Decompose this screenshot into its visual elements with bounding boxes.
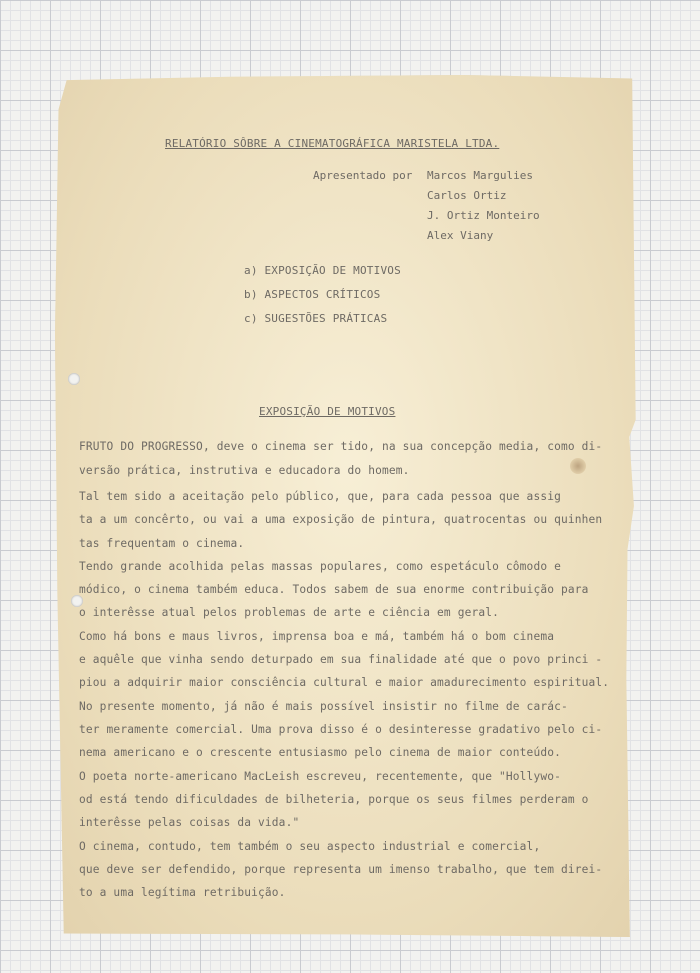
body-line: ta a um concêrto, ou vai a uma exposição de pintura, quatrocentas ou quinhen: [79, 513, 603, 526]
section-item: a) EXPOSIÇÃO DE MOTIVOS: [244, 264, 401, 277]
body-line: o interêsse atual pelos problemas de arte e ciência em geral.: [79, 606, 500, 619]
body-line: piou a adquirir maior consciência cultural e maior amadurecimento espiritual.: [79, 676, 610, 689]
section-item: c) SUGESTÕES PRÁTICAS: [244, 312, 388, 325]
body-line: od está tendo dificuldades de bilheteria, porque os seus filmes perderam o: [79, 793, 589, 806]
body-line: Tendo grande acolhida pelas massas populares, como espetáculo cômodo e: [79, 560, 561, 573]
body-line: versão prática, instrutiva e educadora do homem.: [79, 464, 410, 477]
body-line: Tal tem sido a aceitação pelo público, que, para cada pessoa que assig: [79, 490, 561, 503]
punch-hole-upper: [68, 373, 80, 385]
body-line: nema americano e o crescente entusiasmo pelo cinema de maior conteúdo.: [79, 746, 561, 759]
body-line: to a uma legítima retribuição.: [79, 886, 286, 899]
document-page: [55, 75, 638, 937]
body-line: ter meramente comercial. Uma prova disso é o desinteresse gradativo pelo ci-: [79, 723, 603, 736]
body-line: Como há bons e maus livros, imprensa boa e má, também há o bom cinema: [79, 630, 555, 643]
body-line: tas frequentam o cinema.: [79, 537, 245, 550]
section-item: b) ASPECTOS CRÍTICOS: [244, 288, 381, 301]
body-line: No presente momento, já não é mais possível insistir no filme de carác-: [79, 700, 568, 713]
body-line: O poeta norte-americano MacLeish escreveu, recentemente, que "Hollywo-: [79, 770, 561, 783]
document-title: RELATÓRIO SÔBRE A CINEMATOGRÁFICA MARISTELA LTDA.: [165, 137, 500, 150]
body-line: interêsse pelas coisas da vida.": [79, 816, 300, 829]
stain-mark: [570, 458, 586, 474]
author-name: Marcos Margulies: [427, 169, 533, 182]
section-heading: EXPOSIÇÃO DE MOTIVOS: [259, 405, 396, 418]
author-name: Carlos Ortiz: [427, 189, 507, 202]
body-line: que deve ser defendido, porque representa um imenso trabalho, que tem direi-: [79, 863, 603, 876]
author-name: J. Ortiz Monteiro: [427, 209, 540, 222]
body-line: e aquêle que vinha sendo deturpado em sua finalidade até que o povo princi -: [79, 653, 603, 666]
body-line: FRUTO DO PROGRESSO, deve o cinema ser tido, na sua concepção media, como di-: [79, 440, 603, 453]
body-line: módico, o cinema também educa. Todos sabem de sua enorme contribuição para: [79, 583, 589, 596]
presented-by-label: Apresentado por: [313, 169, 413, 182]
body-line: O cinema, contudo, tem também o seu aspecto industrial e comercial,: [79, 840, 541, 853]
author-name: Alex Viany: [427, 229, 494, 242]
